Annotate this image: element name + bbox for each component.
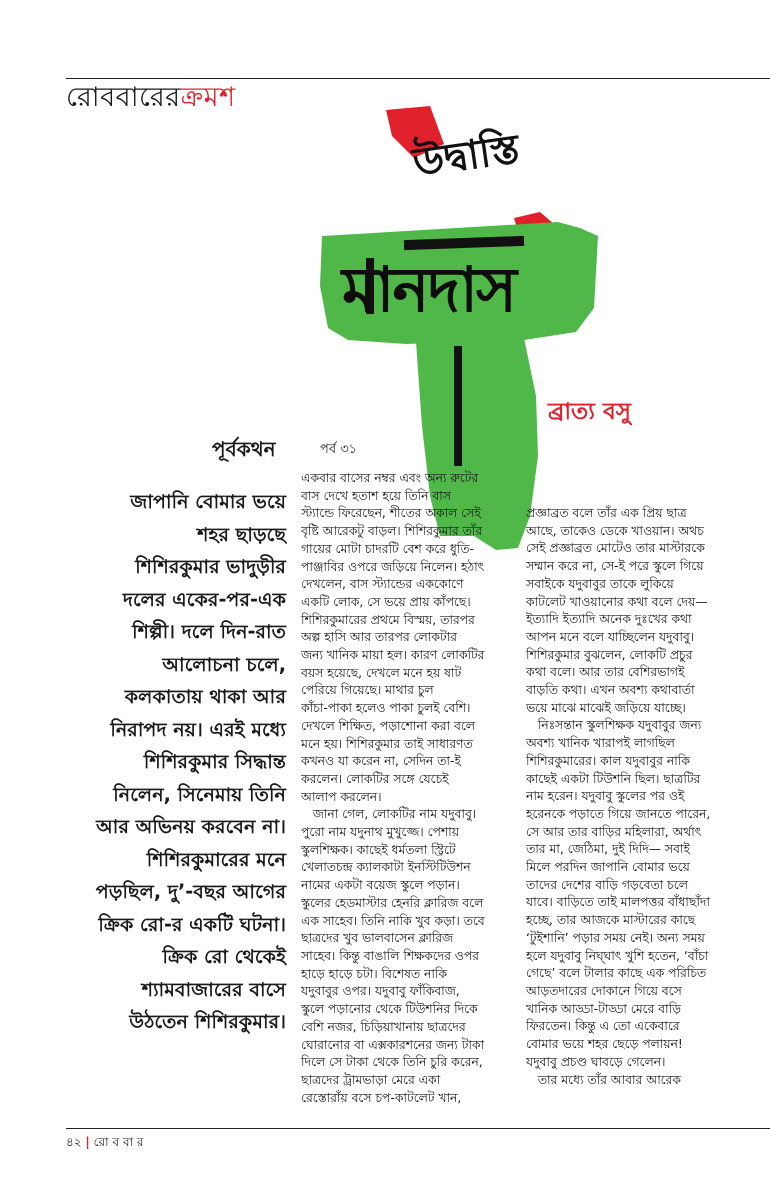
series-prefix: রোববারের	[66, 82, 181, 113]
body-line: কাছেই একটা টিউশনি ছিল। ছাত্রটির	[526, 771, 701, 786]
body-line: গায়ের মোটা চাদরটি বেশ করে ধুতি-	[301, 541, 474, 556]
body-line: সাহেব। কিন্তু বাঙালি শিক্ষকদের ওপর	[301, 948, 479, 963]
magazine-name: রো ব বা র	[93, 1135, 144, 1149]
body-line: খেলাতচন্দ্র ক্যালকাটা ইনস্টিটিউশন	[301, 860, 471, 875]
page-footer	[66, 1133, 143, 1151]
body-line: বাড়তি কথা। এখন অবশ্য কথাবার্তা	[526, 683, 695, 698]
recap-line: দলের একের-পর-এক	[122, 587, 286, 611]
body-line: তাদের দেশের বাড়ি গড়বেতা চলে	[526, 877, 688, 892]
body-line: তার মা, জেঠিমা, দুই দিদি— সবাই	[526, 842, 690, 857]
body-line: যাবে। বাড়িতে তাই মালপত্তর বাঁধাছাঁদা	[526, 895, 710, 910]
body-line: সম্মান করে না, সে-ই পরে স্কুলে গিয়ে	[526, 559, 704, 574]
body-line: অবশ্য খানিক খারাপই লাগছিল	[526, 736, 675, 751]
body-line: একবার বাসের নম্বর এবং অন্য রুটের	[301, 471, 479, 485]
recap-line: আলোচনা চলে,	[162, 652, 286, 676]
body-line: দিলে সে টাকা থেকে তিনি চুরি করেন,	[301, 1055, 483, 1070]
recap-line: নিলেন, সিনেমায় তিনি	[113, 782, 286, 806]
body-line: হাড়ে হাড়ে চটা। বিশেষত নাকি	[301, 966, 448, 981]
body-line: হচ্ছে, তার আজকে মাস্টারের কাছে	[526, 913, 696, 928]
body-line: নাম হরেন। যদুবাবু স্কুলের পর ওই	[526, 789, 685, 804]
body-line: বয়স হয়েছে, দেখলে মনে হয় ষাট	[301, 665, 462, 680]
footer-separator: |	[85, 1135, 90, 1149]
body-line: কখনও যা করেন না, সেদিন তা-ই	[301, 754, 461, 769]
body-line: ঘোরানোর বা এক্সকারশনের জন্য টাকা	[301, 1037, 485, 1052]
body-line: দেখলে শিক্ষিত, পড়াশোনা করা বলে	[301, 718, 475, 733]
recap-line: ক্রিক রো থেকেই	[162, 945, 286, 968]
body-line: নামের একটা বয়েজ স্কুলে পড়ান।	[301, 878, 460, 893]
body-column-right	[526, 505, 736, 1089]
body-line: জন্য খানিক মায়া হল। কারণ লোকটির	[301, 648, 485, 663]
body-line: ইত্যাদি ইত্যাদি অনেক দুঃখের কথা	[526, 612, 692, 627]
body-line: হলে যদুবাবু নিঘ্ঘাৎ খুশি হতেন, ‘বাঁচা	[526, 948, 709, 963]
body-column-middle	[301, 470, 513, 1107]
recap-line: জাপানি বোমার ভয়ে	[130, 490, 286, 513]
recap-line: শিশিরকুমার সিদ্ধান্ত	[143, 750, 286, 773]
body-line: শিশিরকুমারের প্রথমে বিস্ময়, তারপর	[301, 612, 475, 627]
body-line: এক সাহেব। তিনি নাকি খুব কড়া। তবে	[301, 913, 485, 928]
recap-text	[60, 486, 286, 1039]
body-line: কথা বলে। আর তার বেশিরভাগই	[526, 665, 685, 680]
recap-line: পড়ছিল, দু’-বছর আগের	[95, 880, 286, 903]
body-line: দেখলেন, বাস স্ট্যান্ডের এককোণে	[301, 577, 464, 592]
body-line: কাঁচা-পাকা হলেও পাকা চুলই বেশি।	[301, 701, 471, 716]
recap-line: নিরাপদ নয়। এরই মধ্যে	[110, 717, 286, 741]
body-line: যদুবাবুর ওপর। যদুবাবু ফাঁকিবাজ,	[301, 984, 460, 999]
body-line: করলেন। লোকটির সঙ্গে যেচেই	[301, 771, 449, 786]
recap-line: শ্যামবাজারের বাসে	[141, 977, 286, 1001]
body-line: গেছে’ বলে টালার কাছে এক পরিচিত	[526, 966, 707, 981]
body-line: বোমার ভয়ে শহর ছেড়ে পলায়ন!	[526, 1037, 683, 1052]
body-line: বৃষ্টি আরেকটু বাড়ল। শিশিরকুমার তাঁর	[301, 524, 483, 539]
episode-label: পর্ব ৩১	[320, 442, 358, 457]
author-name: ব্রাত্য বসু	[548, 399, 631, 425]
body-line: প্রজ্ঞাব্রত বলে তাঁর এক প্রিয় ছাত্র	[526, 506, 687, 520]
body-line: মিলে পরদিন জাপানি বোমার ভয়ে	[526, 860, 690, 875]
recap-heading: পূর্বকথন	[212, 437, 276, 461]
body-line: ছাত্রদের ট্রামভাড়া মেরে একা	[301, 1072, 441, 1087]
body-line: খানিক আড্ডা-টাড্ডা মেরে বাড়ি	[526, 1001, 681, 1016]
body-line: অল্প হাসি আর তারপর লোকটার	[301, 630, 457, 645]
body-line: স্কুলে পড়ানোর থেকে টিউশনির দিকে	[301, 1002, 478, 1017]
series-accent: ক্রমশ	[180, 82, 236, 113]
body-line: হরেনকে পড়াতে গিয়ে জানতে পারেন,	[526, 806, 711, 821]
recap-line: শিশিরকুমারের মনে	[146, 847, 286, 871]
body-line: পাঞ্জাবির ওপরে জড়িয়ে নিলেন। হঠাৎ	[301, 559, 485, 574]
footer-rule	[66, 1128, 770, 1129]
body-line: শিশিরকুমারের। কাল যদুবাবুর নাকি	[526, 753, 690, 768]
body-line: মনে হয়। শিশিরকুমার তাই সাধারণত	[301, 736, 473, 751]
body-line: আলাপ করলেন।	[301, 789, 382, 804]
body-line: আপন মনে বলে যাচ্ছিলেন যদুবাবু।	[526, 629, 695, 644]
body-line: কাটলেট খাওয়ানোর কথা বলে দেয়—	[526, 594, 708, 609]
recap-line: শিল্পী। দলে দিন-রাত	[132, 620, 286, 643]
page-number: ৪২	[66, 1135, 82, 1149]
body-line: তার মধ্যে তাঁর আবার আরেক	[526, 1072, 681, 1087]
body-line: নিঃসন্তান স্কুলশিক্ষক যদুবাবুর জন্য	[526, 718, 702, 733]
body-line: যদুবাবু প্রচণ্ড ঘাবড়ে গেলেন।	[526, 1054, 666, 1069]
body-line: পেরিয়ে গিয়েছে। মাথার চুল	[301, 683, 434, 698]
header-rule	[66, 78, 770, 79]
body-line: ‘টুইশানি’ পড়ার সময় নেই। অন্য সময়	[526, 930, 705, 945]
body-line: ফিরতেন। কিন্তু এ তো একেবারে	[526, 1019, 680, 1034]
body-line: বাস দেখে হতাশ হয়ে তিনি বাস	[301, 488, 451, 503]
body-line: আড়তদারের দোকানে গিয়ে বসে	[526, 983, 682, 998]
recap-line: কলকাতায় থাকা আর	[124, 685, 286, 708]
recap-line: উঠতেন শিশিরকুমার।	[129, 1010, 286, 1033]
black-cut-piece	[454, 346, 462, 466]
body-line: ভয়ে মাঝে মাঝেই জড়িয়ে যাচ্ছে।	[526, 700, 686, 715]
recap-line: ক্রিক রো-র একটি ঘটনা।	[98, 912, 286, 936]
title-line-2: মানদাস	[342, 253, 515, 326]
body-line: জানা গেল, লোকটির নাম যদুবাবু।	[301, 807, 477, 822]
body-line: স্কুলশিক্ষক। কাছেই ধর্মতলা স্ট্রিটে	[301, 842, 456, 857]
body-line: স্কুলের হেডমাস্টার হেনরি ক্লারিজ বলে	[301, 895, 484, 910]
body-line: শিশিরকুমার বুঝলেন, লোকটি প্রচুর	[526, 647, 693, 662]
recap-line: শিশিরকুমার ভাদুড়ীর	[135, 555, 286, 578]
body-line: বেশি নজর, চিড়িয়াখানায় ছাত্রদের	[301, 1019, 466, 1034]
body-line: সে আর তার বাড়ির মহিলারা, অর্থাৎ	[526, 824, 702, 839]
body-line: রেস্তোরাঁয় বসে চপ-কাটলেট খান,	[301, 1090, 462, 1105]
body-line: স্ট্যান্ডে ফিরেছেন, শীতের অকাল সেই	[301, 506, 481, 521]
body-line: একটি লোক, সে ভয়ে প্রায় কাঁপছে।	[301, 594, 471, 609]
title-line-1: উদ্বাস্তি	[410, 125, 523, 187]
body-line: ছাত্রদের খুব ভালবাসেন ক্লারিজ	[301, 931, 454, 946]
body-line: সবাইকে যদুবাবুর তাকে লুকিয়ে	[526, 576, 674, 591]
body-line: সেই প্রজ্ঞাব্রত মোটেও তার মাস্টারকে	[526, 541, 705, 556]
body-line: পুরো নাম যদুনাথ মুখুজ্জে। পেশায়	[301, 825, 459, 840]
body-line: আছে, তাকেও ডেকে খাওয়ান। অথচ	[526, 523, 704, 538]
series-title	[66, 80, 236, 116]
recap-line: শহর ছাড়ছে	[197, 522, 286, 546]
recap-line: আর অভিনয় করবেন না।	[96, 815, 286, 838]
